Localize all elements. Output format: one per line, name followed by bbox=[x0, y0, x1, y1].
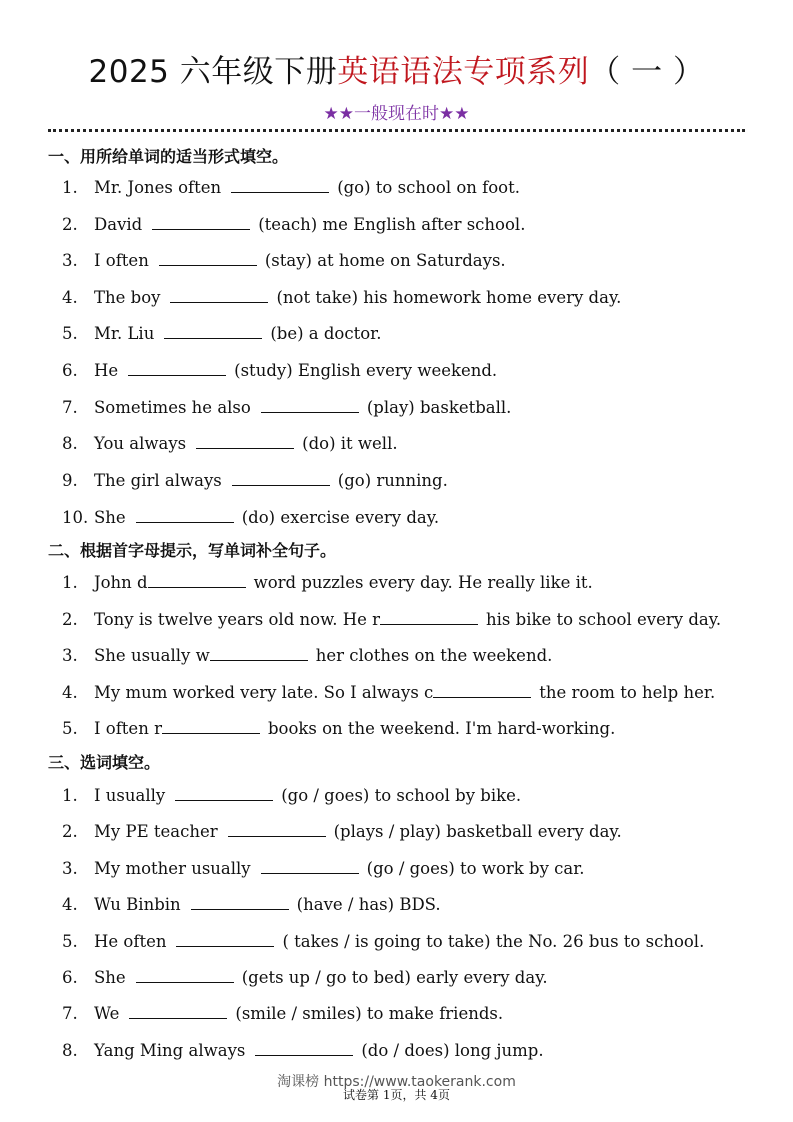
question-item bbox=[62, 931, 704, 953]
answer-blank[interactable] bbox=[176, 932, 274, 947]
question-item bbox=[62, 609, 721, 631]
question-text-before: John d bbox=[94, 573, 148, 592]
question-text-after: his bike to school every day. bbox=[486, 610, 722, 629]
question-text-after: (teach) me English after school. bbox=[258, 215, 526, 234]
question-text-before: She usually w bbox=[94, 646, 210, 665]
question-item bbox=[62, 821, 622, 843]
question-number: 3. bbox=[62, 859, 78, 878]
question-text-after: (study) English every weekend. bbox=[234, 361, 498, 380]
question-text-after: (go) to school on foot. bbox=[337, 178, 520, 197]
question-number: 5. bbox=[62, 932, 78, 951]
question-text-after: (do) exercise every day. bbox=[241, 508, 440, 527]
answer-blank[interactable] bbox=[136, 968, 234, 983]
answer-blank[interactable] bbox=[159, 251, 257, 266]
question-item bbox=[62, 323, 381, 345]
section-heading: 三、选词填空。 bbox=[48, 753, 161, 772]
question-item bbox=[62, 1003, 503, 1025]
question-text-before: She bbox=[94, 968, 126, 987]
answer-blank[interactable] bbox=[433, 683, 531, 698]
question-item bbox=[62, 250, 506, 272]
question-item bbox=[62, 397, 511, 419]
question-text-after: (go) running. bbox=[337, 471, 448, 490]
question-text-before: He often bbox=[94, 932, 167, 951]
answer-blank[interactable] bbox=[164, 324, 262, 339]
answer-blank[interactable] bbox=[228, 822, 326, 837]
question-text-before: My mother usually bbox=[94, 859, 251, 878]
title-suffix: （ 一 ） bbox=[589, 54, 705, 90]
answer-blank[interactable] bbox=[261, 859, 359, 874]
question-item bbox=[62, 967, 548, 989]
answer-blank[interactable] bbox=[210, 646, 308, 661]
answer-blank[interactable] bbox=[175, 786, 273, 801]
answer-blank[interactable] bbox=[170, 288, 268, 303]
question-text-after: (gets up / go to bed) early every day. bbox=[241, 968, 548, 987]
question-text-after: (go / goes) to school by bike. bbox=[281, 786, 522, 805]
question-text-after: (be) a doctor. bbox=[270, 324, 382, 343]
section-heading: 一、用所给单词的适当形式填空。 bbox=[48, 147, 289, 166]
question-number: 2. bbox=[62, 215, 78, 234]
question-item bbox=[62, 177, 520, 199]
question-number: 2. bbox=[62, 610, 78, 629]
question-text-before: Mr. Jones often bbox=[94, 178, 222, 197]
page-subtitle: ★★一般现在时★★ bbox=[323, 104, 470, 124]
title-highlight: 英语语法专项系列 bbox=[337, 54, 590, 90]
question-number: 8. bbox=[62, 1041, 78, 1060]
question-item bbox=[62, 433, 398, 455]
question-item bbox=[62, 718, 615, 740]
question-text-before: I usually bbox=[94, 786, 166, 805]
question-text-after: (go / goes) to work by car. bbox=[366, 859, 585, 878]
question-text-before: I often bbox=[94, 251, 149, 270]
answer-blank[interactable] bbox=[162, 719, 260, 734]
question-text-after: (do / does) long jump. bbox=[361, 1041, 544, 1060]
question-text-after: word puzzles every day. He really like it. bbox=[253, 573, 593, 592]
question-number: 8. bbox=[62, 434, 78, 453]
question-number: 2. bbox=[62, 822, 78, 841]
question-item bbox=[62, 1040, 544, 1062]
question-item bbox=[62, 507, 439, 529]
question-text-after: (do) it well. bbox=[302, 434, 398, 453]
question-text-before: Mr. Liu bbox=[94, 324, 155, 343]
question-number: 6. bbox=[62, 361, 78, 380]
question-number: 4. bbox=[62, 683, 78, 702]
question-text-before: David bbox=[94, 215, 143, 234]
question-text-before: You always bbox=[94, 434, 187, 453]
question-text-before: Sometimes he also bbox=[94, 398, 251, 417]
question-number: 6. bbox=[62, 968, 78, 987]
question-text-after: the room to help her. bbox=[539, 683, 716, 702]
question-text-after: books on the weekend. I'm hard-working. bbox=[267, 719, 616, 738]
question-text-after: (play) basketball. bbox=[366, 398, 512, 417]
page-title bbox=[0, 52, 793, 92]
question-number: 1. bbox=[62, 573, 78, 592]
answer-blank[interactable] bbox=[232, 471, 330, 486]
answer-blank[interactable] bbox=[196, 434, 294, 449]
question-text-after: her clothes on the weekend. bbox=[315, 646, 553, 665]
question-text-before: Yang Ming always bbox=[94, 1041, 246, 1060]
question-item bbox=[62, 682, 715, 704]
question-number: 9. bbox=[62, 471, 78, 490]
question-text-before: I often r bbox=[94, 719, 162, 738]
question-item bbox=[62, 470, 448, 492]
question-number: 3. bbox=[62, 646, 78, 665]
question-text-before: Wu Binbin bbox=[94, 895, 181, 914]
title-prefix: 2025 六年级下册 bbox=[88, 54, 338, 90]
question-text-before: He bbox=[94, 361, 119, 380]
question-item bbox=[62, 214, 525, 236]
question-number: 1. bbox=[62, 786, 78, 805]
question-text-before: My mum worked very late. So I always c bbox=[94, 683, 434, 702]
question-item bbox=[62, 360, 497, 382]
question-number: 7. bbox=[62, 398, 78, 417]
question-text-before: Tony is twelve years old now. He r bbox=[94, 610, 381, 629]
answer-blank[interactable] bbox=[128, 361, 226, 376]
dotted-divider bbox=[48, 129, 745, 132]
question-text-before: The boy bbox=[94, 288, 161, 307]
page-indicator: 试卷第 1页，共 4页 bbox=[343, 1088, 450, 1102]
answer-blank[interactable] bbox=[129, 1004, 227, 1019]
question-text-after: (smile / smiles) to make friends. bbox=[235, 1004, 504, 1023]
question-number: 1. bbox=[62, 178, 78, 197]
question-text-before: We bbox=[94, 1004, 120, 1023]
question-number: 3. bbox=[62, 251, 78, 270]
question-text-after: (not take) his homework home every day. bbox=[276, 288, 622, 307]
answer-blank[interactable] bbox=[231, 178, 329, 193]
question-item bbox=[62, 858, 585, 880]
question-text-after: (stay) at home on Saturdays. bbox=[264, 251, 506, 270]
question-text-before: My PE teacher bbox=[94, 822, 218, 841]
question-number: 4. bbox=[62, 895, 78, 914]
section-heading: 二、根据首字母提示，写单词补全句子。 bbox=[48, 541, 337, 560]
question-item bbox=[62, 894, 441, 916]
answer-blank[interactable] bbox=[191, 895, 289, 910]
question-item bbox=[62, 287, 621, 309]
question-item bbox=[62, 572, 593, 594]
question-text-after: ( takes / is going to take) the No. 26 bus to school. bbox=[282, 932, 705, 951]
answer-blank[interactable] bbox=[136, 508, 234, 523]
question-text-after: (plays / play) basketball every day. bbox=[333, 822, 622, 841]
question-item bbox=[62, 785, 521, 807]
answer-blank[interactable] bbox=[261, 398, 359, 413]
answer-blank[interactable] bbox=[255, 1041, 353, 1056]
question-number: 7. bbox=[62, 1004, 78, 1023]
question-number: 5. bbox=[62, 324, 78, 343]
answer-blank[interactable] bbox=[148, 573, 246, 588]
question-text-after: (have / has) BDS. bbox=[296, 895, 441, 914]
question-text-before: She bbox=[94, 508, 126, 527]
answer-blank[interactable] bbox=[152, 215, 250, 230]
question-number: 5. bbox=[62, 719, 78, 738]
question-number: 4. bbox=[62, 288, 78, 307]
question-text-before: The girl always bbox=[94, 471, 222, 490]
answer-blank[interactable] bbox=[380, 610, 478, 625]
question-number: 10. bbox=[62, 508, 89, 527]
watermark-link[interactable]: 淘课榜 https://www.taokerank.com bbox=[277, 1074, 516, 1090]
question-item bbox=[62, 645, 552, 667]
